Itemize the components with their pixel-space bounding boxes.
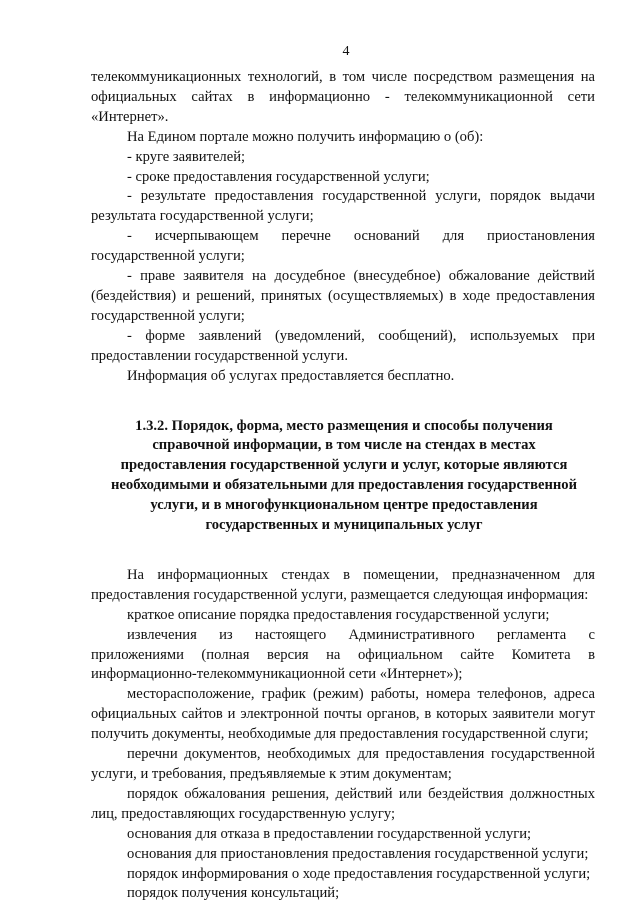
paragraph: - форме заявлений (уведомлений, сообщений), используемых при предоставлении государственной услуги. (91, 327, 595, 364)
paragraph: - круге заявителей; (127, 148, 246, 165)
paragraph: порядок информирования о ходе предоставления государственной услуги; (127, 865, 591, 882)
paragraph: - исчерпывающем перечне оснований для приостановления государственной услуги; (91, 228, 595, 265)
section-portal-info (91, 68, 595, 387)
page-number: 4 (342, 44, 350, 59)
paragraph: - праве заявителя на досудебное (внесудебное) обжалование действий (бездействия) и решений, принятых (осуществляемых) в ходе предоставления государственной услуги; (91, 268, 595, 324)
paragraph: - результате предоставления государственной услуги, порядок выдачи результата государственной услуги; (91, 188, 595, 225)
paragraph: основания для отказа в предоставлении государственной услуги; (127, 825, 532, 842)
paragraph: перечни документов, необходимых для предоставления государственной услуги, и требования, предъявляемые к этим документам; (91, 746, 595, 782)
paragraph: На Едином портале можно получить информацию о (об): (127, 128, 484, 145)
paragraph: телекоммуникационных технологий, в том числе посредством размещения на официальных сайтах в информационно - телекоммуникационной сети «Интернет». (91, 69, 595, 125)
section-heading: 1.3.2. Порядок, форма, место размещения и способы получения справочной информации, в том числе на стендах в местах предоставления государственной услуги и услуг, которые являются необходимыми и обязательными для предоставления государственной услуги, и в многофункциональном центре предоставления государственных и муниципальных услуг (111, 417, 577, 534)
paragraph: основания для приостановления предоставления государственной услуги; (127, 845, 589, 862)
paragraph: - сроке предоставления государственной услуги; (127, 168, 430, 185)
section-stand-info (91, 566, 595, 904)
paragraph: На информационных стендах в помещении, предназначенном для предоставления государственной услуги, размещается следующая информация: (91, 566, 595, 603)
paragraph: краткое описание порядка предоставления государственной услуги; (127, 606, 550, 623)
paragraph: месторасположение, график (режим) работы, номера телефонов, адреса официальных сайтов и электронной почты органов, в которых заявители могут получить документы, необходимые для предоставления государственной слуги; (91, 686, 595, 743)
paragraph: извлечения из настоящего Административного регламента с приложениями (полная версия на официальном сайте Комитета в информационно-телекоммуникационной сети «Интернет»); (91, 626, 595, 683)
paragraph: порядок обжалования решения, действий или бездействия должностных лиц, предоставляющих государственную услугу; (91, 785, 595, 822)
paragraph: Информация об услугах предоставляется бесплатно. (127, 367, 455, 384)
paragraph: порядок получения консультаций; (127, 885, 340, 902)
